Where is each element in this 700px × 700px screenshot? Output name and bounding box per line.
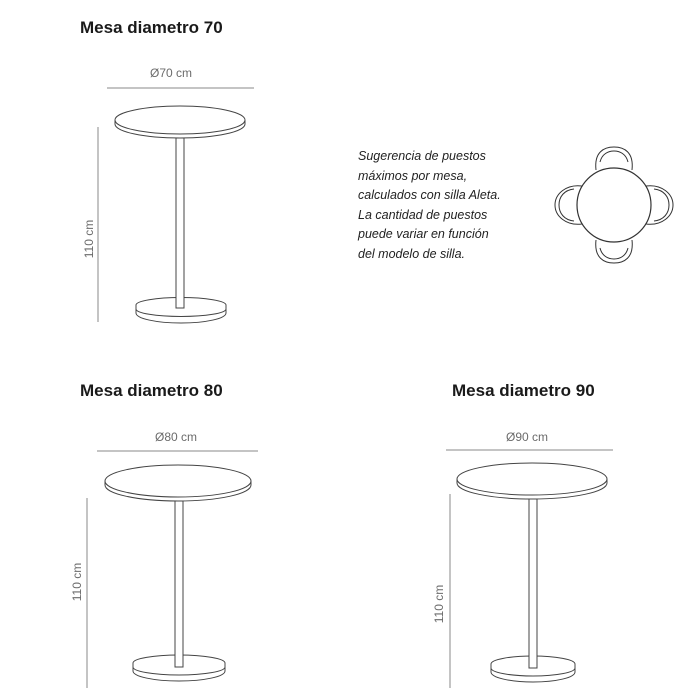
table-80-width-label: Ø80 cm (155, 430, 198, 444)
table-90-height-label: 110 cm (432, 584, 446, 624)
note-line: La cantidad de puestos (358, 207, 488, 222)
seating-diagram (555, 147, 673, 263)
table-70-height-label: 110 cm (82, 219, 96, 259)
note-line: Sugerencia de puestos (358, 149, 486, 163)
table-70-title: Mesa diametro 70 (80, 18, 223, 37)
table-90-title: Mesa diametro 90 (452, 381, 595, 400)
table-80-top (105, 465, 251, 497)
table-90-width-label: Ø90 cm (506, 430, 549, 444)
note-line: del modelo de silla. (358, 246, 466, 261)
table-90-drawing (446, 450, 613, 688)
table-80-title: Mesa diametro 80 (80, 381, 223, 400)
table-90-top (457, 463, 607, 495)
table-top-view (577, 168, 651, 242)
table-80-height-label: 110 cm (70, 562, 84, 602)
note-line: máximos por mesa, (358, 168, 468, 183)
table-70-top (115, 106, 245, 134)
chair-bottom-icon (596, 240, 633, 263)
note-line: calculados con silla Aleta. (358, 188, 501, 202)
table-70-drawing (98, 88, 254, 323)
chair-top-icon (596, 147, 633, 170)
table-70-leg (176, 138, 184, 308)
table-70-width-label: Ø70 cm (150, 66, 193, 80)
table-80-leg (175, 501, 183, 667)
note-line: puede variar en función (358, 227, 489, 241)
table-80-drawing (87, 451, 258, 688)
table-90-leg (529, 499, 537, 668)
